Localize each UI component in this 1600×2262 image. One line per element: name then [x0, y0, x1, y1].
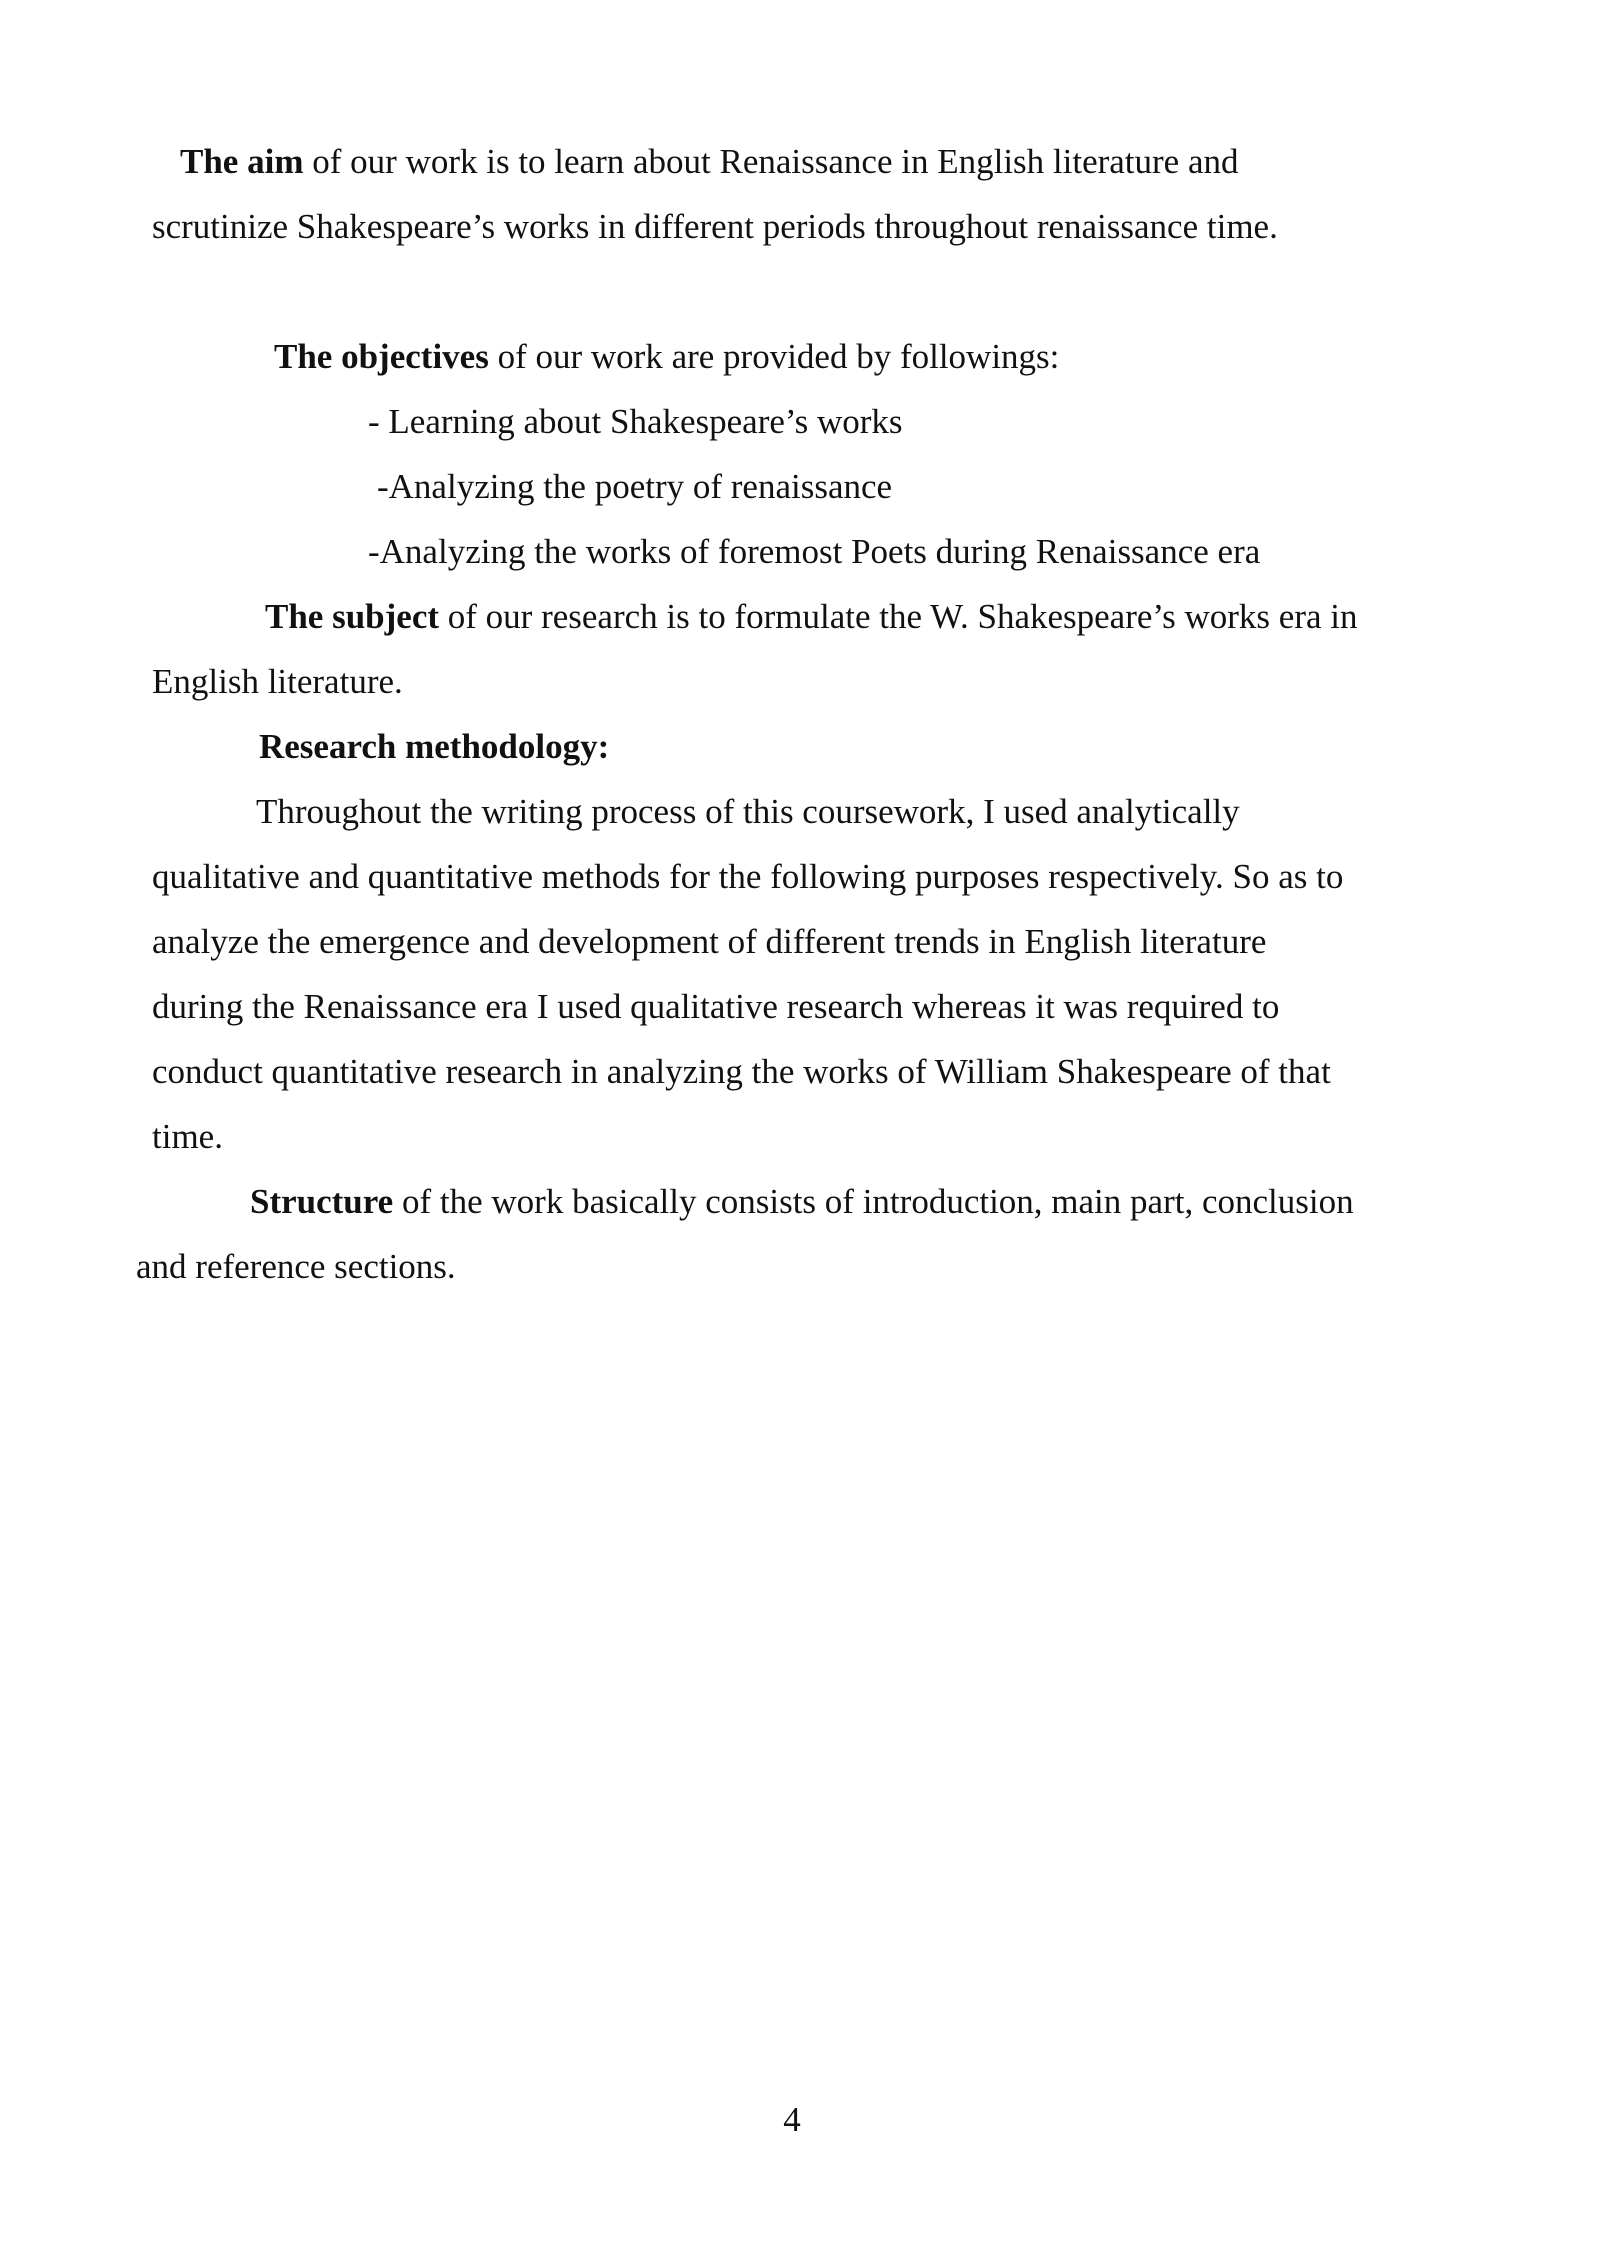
- objectives-intro: of our work are provided by followings:: [488, 337, 1060, 376]
- methodology-line: conduct quantitative research in analyzing the works of William Shakespeare of that: [152, 1052, 1331, 1091]
- methodology-line: analyze the emergence and development of different trends in English literature: [152, 922, 1267, 961]
- methodology-line: qualitative and quantitative methods for the following purposes respectively. So as to: [152, 857, 1344, 896]
- objective-item: - Learning about Shakespeare’s works: [368, 402, 903, 441]
- objectives-intro-line: [274, 335, 1059, 379]
- aim-line-2: scrutinize Shakespeare’s works in different periods throughout renaissance time.: [152, 207, 1278, 246]
- structure-line-2: and reference sections.: [136, 1247, 456, 1286]
- methodology-line: Throughout the writing process of this coursework, I used analytically: [256, 792, 1240, 831]
- methodology-line: during the Renaissance era I used qualitative research whereas it was required to: [152, 987, 1280, 1026]
- structure-line-1: [250, 1180, 1354, 1224]
- objective-item: -Analyzing the poetry of renaissance: [377, 467, 893, 506]
- subject-text: of our research is to formulate the W. Shakespeare’s works era in: [439, 597, 1358, 636]
- structure-text: of the work basically consists of introduction, main part, conclusion: [393, 1182, 1354, 1221]
- aim-line-1: [180, 140, 1239, 184]
- methodology-line: time.: [152, 1117, 223, 1156]
- subject-label: The subject: [265, 597, 440, 636]
- objectives-label: The objectives: [274, 337, 489, 376]
- aim-label: The aim: [180, 142, 304, 181]
- methodology-heading: Research methodology:: [259, 727, 610, 766]
- subject-line-1: [265, 595, 1358, 639]
- page-number: 4: [783, 2100, 801, 2139]
- aim-text: of our work is to learn about Renaissance in English literature and: [303, 142, 1239, 181]
- structure-label: Structure: [250, 1182, 394, 1221]
- subject-line-2: English literature.: [152, 662, 403, 701]
- objective-item: -Analyzing the works of foremost Poets during Renaissance era: [368, 532, 1261, 571]
